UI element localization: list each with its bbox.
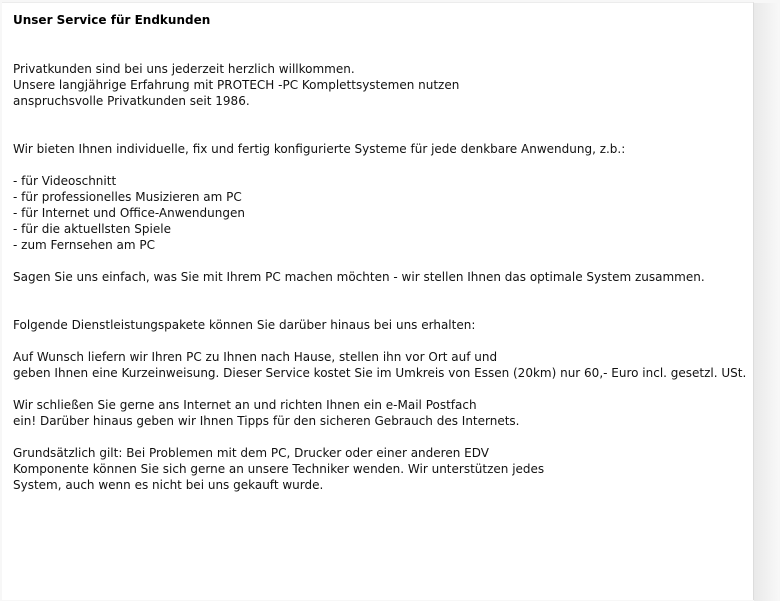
intro-line-2: Unsere langjährige Erfahrung mit PROTECH -PC Komplettsystemen nutzen — [13, 78, 460, 92]
services-intro: Folgende Dienstleistungspakete können Sie darüber hinaus bei uns erhalten: — [13, 318, 476, 332]
use-case-item: - für professionelles Musizieren am PC — [13, 190, 242, 204]
use-case-item: - für Internet und Office-Anwendungen — [13, 206, 245, 220]
content-page — [2, 2, 754, 600]
support-line-2: Komponente können Sie sich gerne an unsere Techniker wenden. Wir unterstützen jedes — [13, 462, 545, 476]
use-case-item: - für Videoschnitt — [13, 174, 117, 188]
internet-line-2: ein! Darüber hinaus geben wir Ihnen Tipps für den sicheren Gebrauch des Internets. — [13, 414, 520, 428]
delivery-line-1: Auf Wunsch liefern wir Ihren PC zu Ihnen nach Hause, stellen ihn vor Ort auf und — [13, 350, 498, 364]
offer-intro: Wir bieten Ihnen individuelle, fix und fertig konfigurierte Systeme für jede denkbare Anwendung, z.b.: — [13, 142, 626, 156]
use-case-item: - für die aktuellsten Spiele — [13, 222, 171, 236]
call-to-action: Sagen Sie uns einfach, was Sie mit Ihrem PC machen möchten - wir stellen Ihnen das optimale System zusammen. — [13, 270, 705, 284]
intro-line-1: Privatkunden sind bei uns jederzeit herzlich willkommen. — [13, 62, 355, 76]
use-case-item: - zum Fernsehen am PC — [13, 238, 156, 252]
intro-line-3: anspruchsvolle Privatkunden seit 1986. — [13, 94, 250, 108]
support-line-1: Grundsätzlich gilt: Bei Problemen mit dem PC, Drucker oder einer anderen EDV — [13, 446, 489, 460]
page-title: Unser Service für Endkunden — [13, 13, 211, 27]
internet-line-1: Wir schließen Sie gerne ans Internet an und richten Ihnen ein e-Mail Postfach — [13, 398, 477, 412]
delivery-line-2: geben Ihnen eine Kurzeinweisung. Dieser Service kostet Sie im Umkreis von Essen (20km) nur 60,- Euro incl. gesetzl. USt. — [13, 366, 747, 380]
support-line-3: System, auch wenn es nicht bei uns gekauft wurde. — [13, 478, 324, 492]
